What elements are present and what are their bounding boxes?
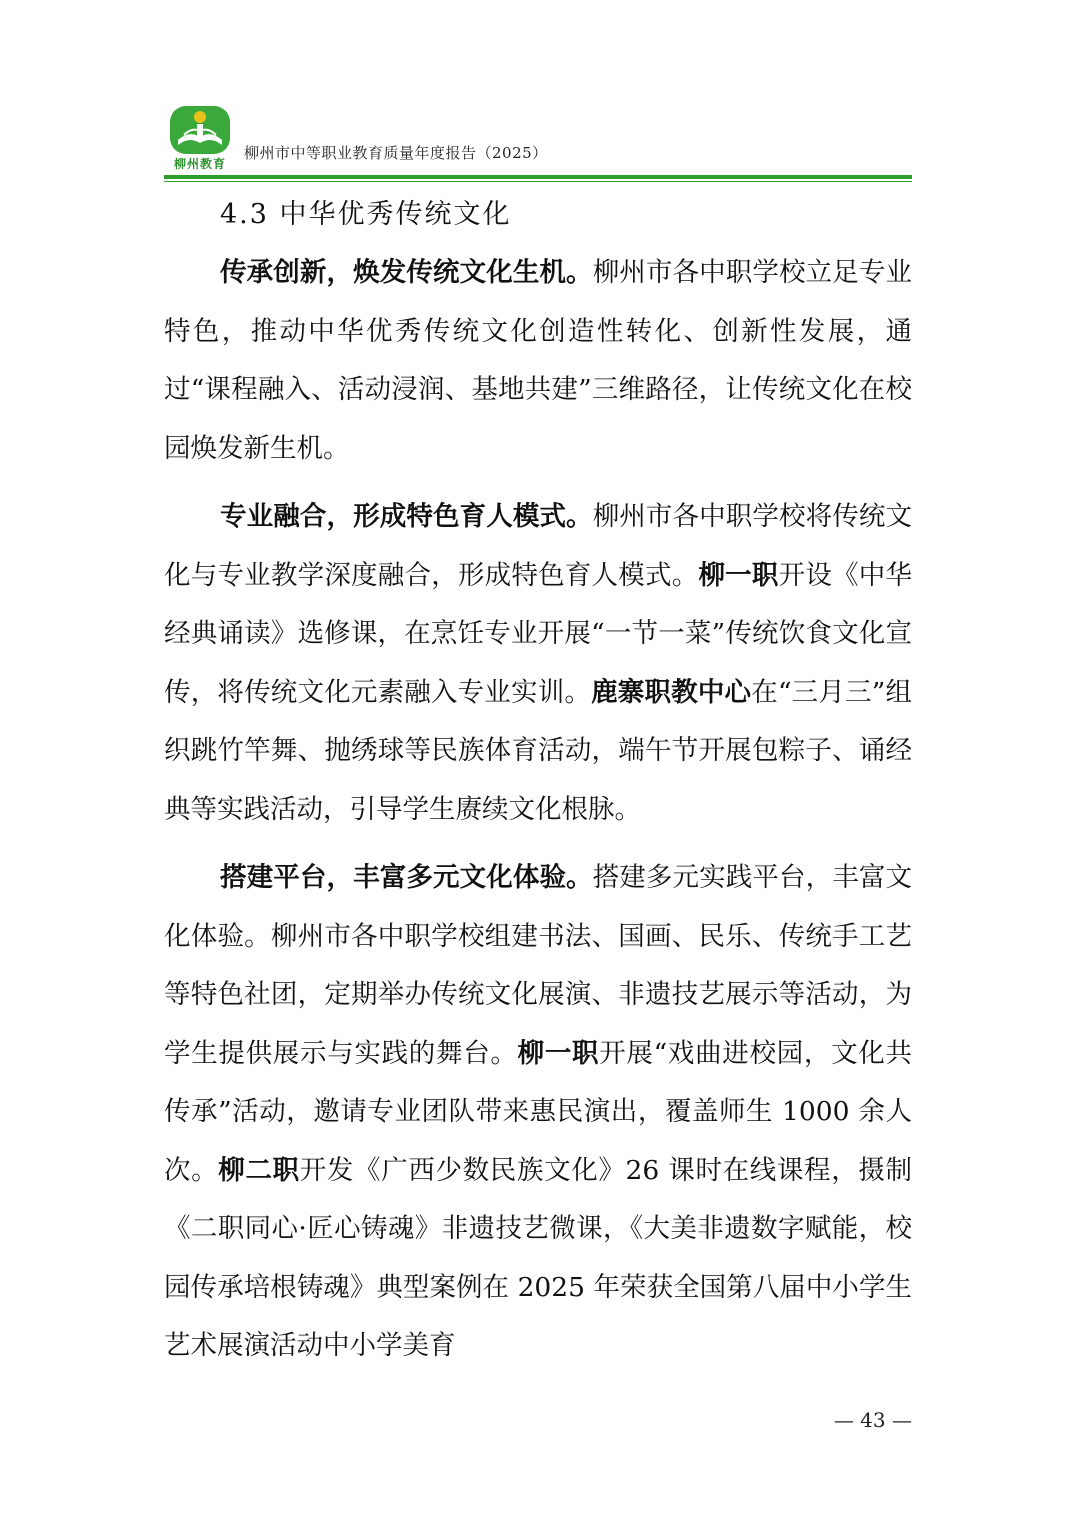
paragraph-heritage-innovation [164, 244, 912, 478]
page-number: — 43 — [833, 1408, 912, 1432]
school-name: 柳一职 [517, 1037, 600, 1069]
header-rule-thin [164, 181, 912, 182]
paragraph-text: 柳州市各中职学校立足专业特色，推动中华优秀传统文化创造性转化、创新性发展，通过“课程融入、活动浸润、基地共建”三维路径，让传统文化在校园焕发新生机。 [164, 257, 913, 464]
paragraph-cultural-platform [164, 849, 912, 1376]
header-rule-thick [164, 175, 912, 179]
school-name: 柳一职 [698, 559, 779, 591]
paragraph-lead: 传承创新，焕发传统文化生机。 [220, 257, 593, 288]
paragraph-text: 开发《广西少数民族文化》26 课时在线课程，摄制《二职同心·匠心铸魂》非遗技艺微课，《大美非遗数字赋能，校园传承培根铸魂》典型案例在 2025 年荣获全国第八届中小学生艺术展演活动中小学美育 [164, 1154, 912, 1361]
paragraph-text: 搭建多元实践平台，丰富文化体验。柳州市各中职学校组建书法、国画、民乐、传统手工艺等特色社团，定期举办传统文化展演、非遗技艺展示等活动，为学生提供展示与实践的舞台。 [164, 862, 913, 1069]
section-heading: 4.3 中华优秀传统文化 [220, 199, 512, 230]
paragraph-text: 在“三月三”组织跳竹竿舞、抛绣球等民族体育活动，端午节开展包粽子、诵经典等实践活动，引导学生赓续文化根脉。 [164, 676, 913, 825]
paragraph-text: 开展“戏曲进校园，文化共传承”活动，邀请专业团队带来惠民演出，覆盖师生 1000 余人次。 [164, 1037, 912, 1186]
school-name: 鹿寨职教中心 [591, 676, 752, 708]
page-body [164, 186, 912, 1376]
paragraph-lead: 搭建平台，丰富多元文化体验。 [220, 862, 593, 893]
paragraph-text: 开设《中华经典诵读》选修课，在烹饪专业开展“一节一菜”传统饮食文化宣传，将传统文化元素融入专业实训。 [164, 559, 913, 708]
liuzhou-education-logo [164, 104, 236, 170]
logo-text: 柳州教育 [173, 157, 226, 171]
school-name: 柳二职 [218, 1154, 300, 1186]
page-header [164, 104, 914, 174]
paragraph-professional-integration [164, 488, 912, 839]
paragraph-text: 柳州市各中职学校将传统文化与专业教学深度融合，形成特色育人模式。 [164, 501, 913, 591]
paragraph-lead: 专业融合，形成特色育人模式。 [220, 501, 593, 532]
report-header-title: 柳州市中等职业教育质量年度报告（2025） [244, 144, 548, 162]
